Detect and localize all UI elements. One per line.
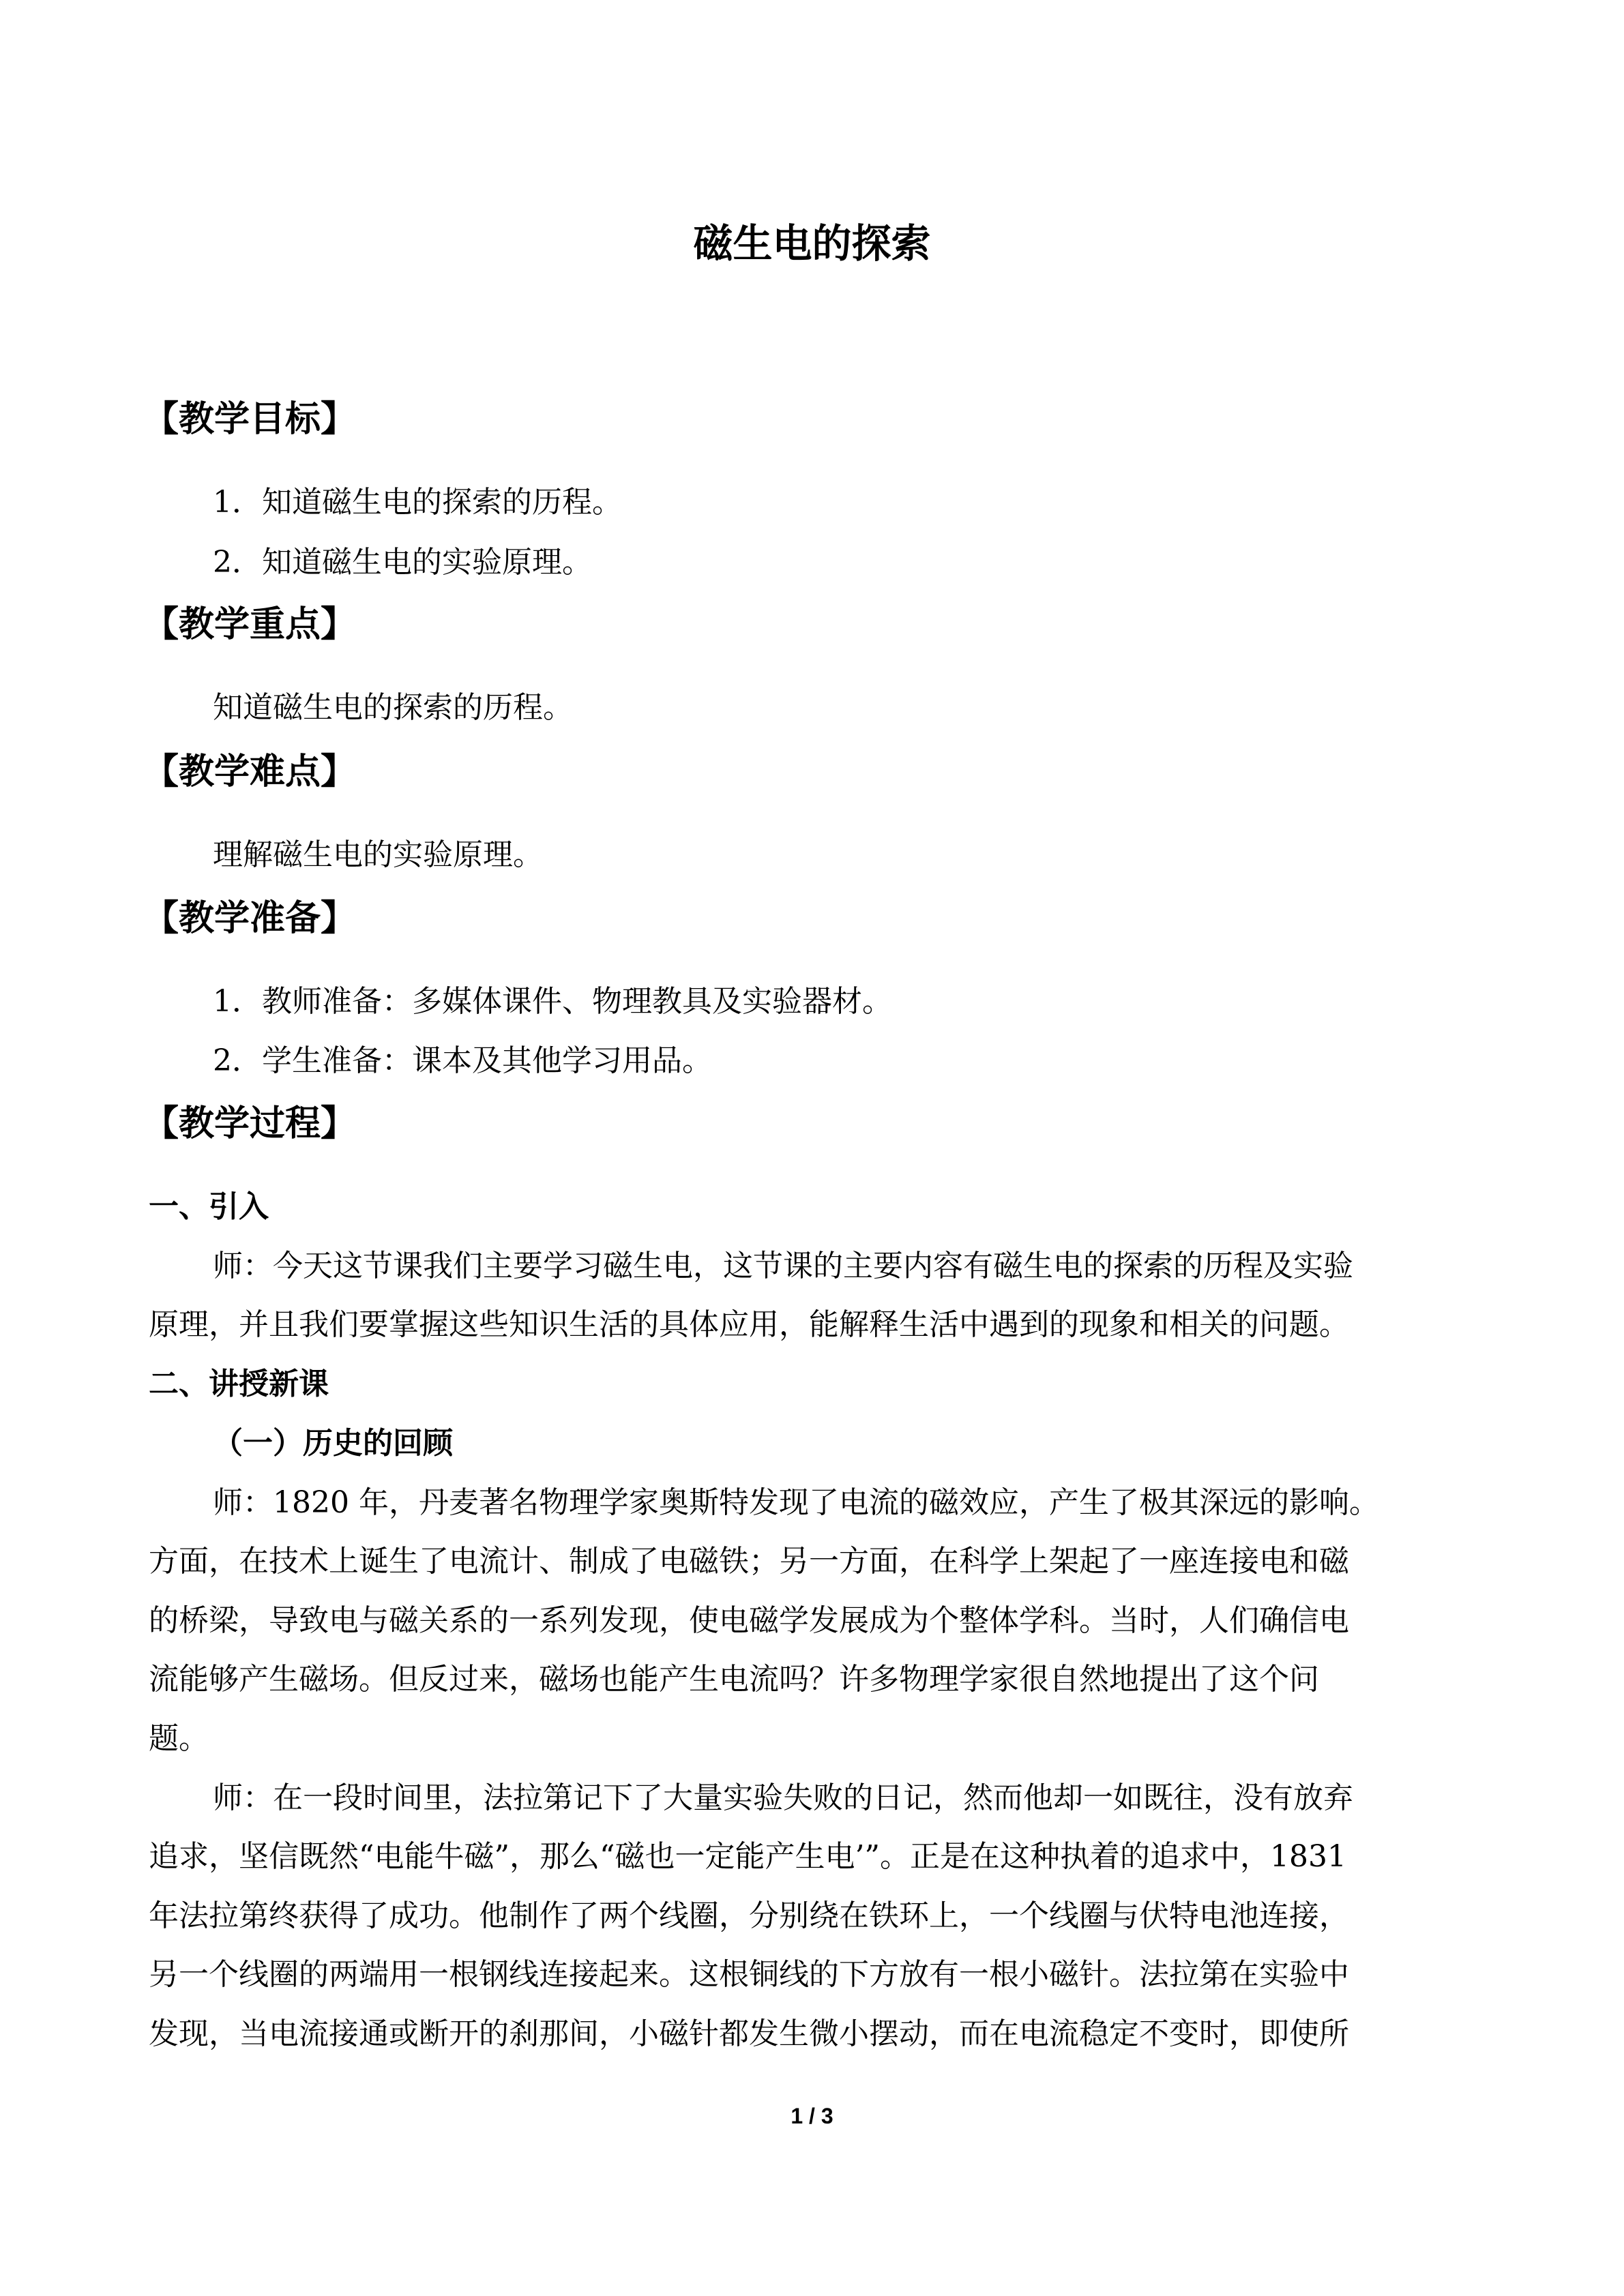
key-points-text: 知道磁生电的探索的历程。: [213, 690, 573, 725]
para2-line: 师：在一段时间里，法拉第记下了大量实验失败的日记，然而他却一如既往，没有放弃: [213, 1780, 1353, 1815]
part1-line: 师：今天这节课我们主要学习磁生电，这节课的主要内容有磁生电的探索的历程及实验: [213, 1249, 1353, 1283]
para1-line: 流能够产生磁场。但反过来，磁场也能产生电流吗？许多物理学家很自然地提出了这个问: [149, 1662, 1319, 1697]
objectives-heading: 【教学目标】: [143, 399, 357, 440]
para1-line: 的桥梁，导致电与磁关系的一系列发现，使电磁学发展成为个整体学科。当时，人们确信电: [149, 1603, 1349, 1638]
key-points-heading: 【教学重点】: [143, 604, 357, 645]
para1-line: 师：1820 年，丹麦著名物理学家奥斯特发现了电流的磁效应，产生了极其深远的影响。: [213, 1485, 1379, 1520]
difficulties-heading: 【教学难点】: [143, 751, 357, 792]
process-heading: 【教学过程】: [143, 1103, 357, 1144]
para2-line: 追求，坚信既然“电能牛磁”，那么“磁也一定能产生电’”。正是在这种执着的追求中，1831: [149, 1839, 1346, 1874]
para1-line: 方面，在技术上诞生了电流计、制成了电磁铁；另一方面，在科学上架起了一座连接电和磁: [149, 1544, 1349, 1579]
preparation-item: 2．学生准备：课本及其他学习用品。: [213, 1043, 712, 1078]
preparation-heading: 【教学准备】: [143, 898, 357, 939]
page-number: 1 / 3: [791, 2104, 833, 2128]
para1-line: 题。: [149, 1721, 209, 1756]
para2-line: 发现，当电流接通或断开的刹那间，小磁针都发生微小摆动，而在电流稳定不变时，即使所: [149, 2016, 1349, 2051]
part2-heading: 二、讲授新课: [149, 1367, 329, 1401]
document-title: 磁生电的探索: [693, 220, 931, 267]
sub1-heading: （一）历史的回顾: [213, 1426, 453, 1461]
para2-line: 年法拉第终获得了成功。他制作了两个线圈，分别绕在铁环上，一个线圈与伏特电池连接，: [149, 1898, 1349, 1933]
para2-line: 另一个线圈的两端用一根钢线连接起来。这根铜线的下方放有一根小磁针。法拉第在实验中: [149, 1957, 1349, 1992]
part1-line: 原理，并且我们要掌握这些知识生活的具体应用，能解释生活中遇到的现象和相关的问题。: [149, 1307, 1349, 1342]
objective-item: 1．知道磁生电的探索的历程。: [213, 485, 622, 520]
difficulties-text: 理解磁生电的实验原理。: [213, 837, 543, 872]
objective-item: 2．知道磁生电的实验原理。: [213, 545, 592, 580]
preparation-item: 1．教师准备：多媒体课件、物理教具及实验器材。: [213, 984, 892, 1019]
part1-heading: 一、引入: [149, 1189, 269, 1224]
